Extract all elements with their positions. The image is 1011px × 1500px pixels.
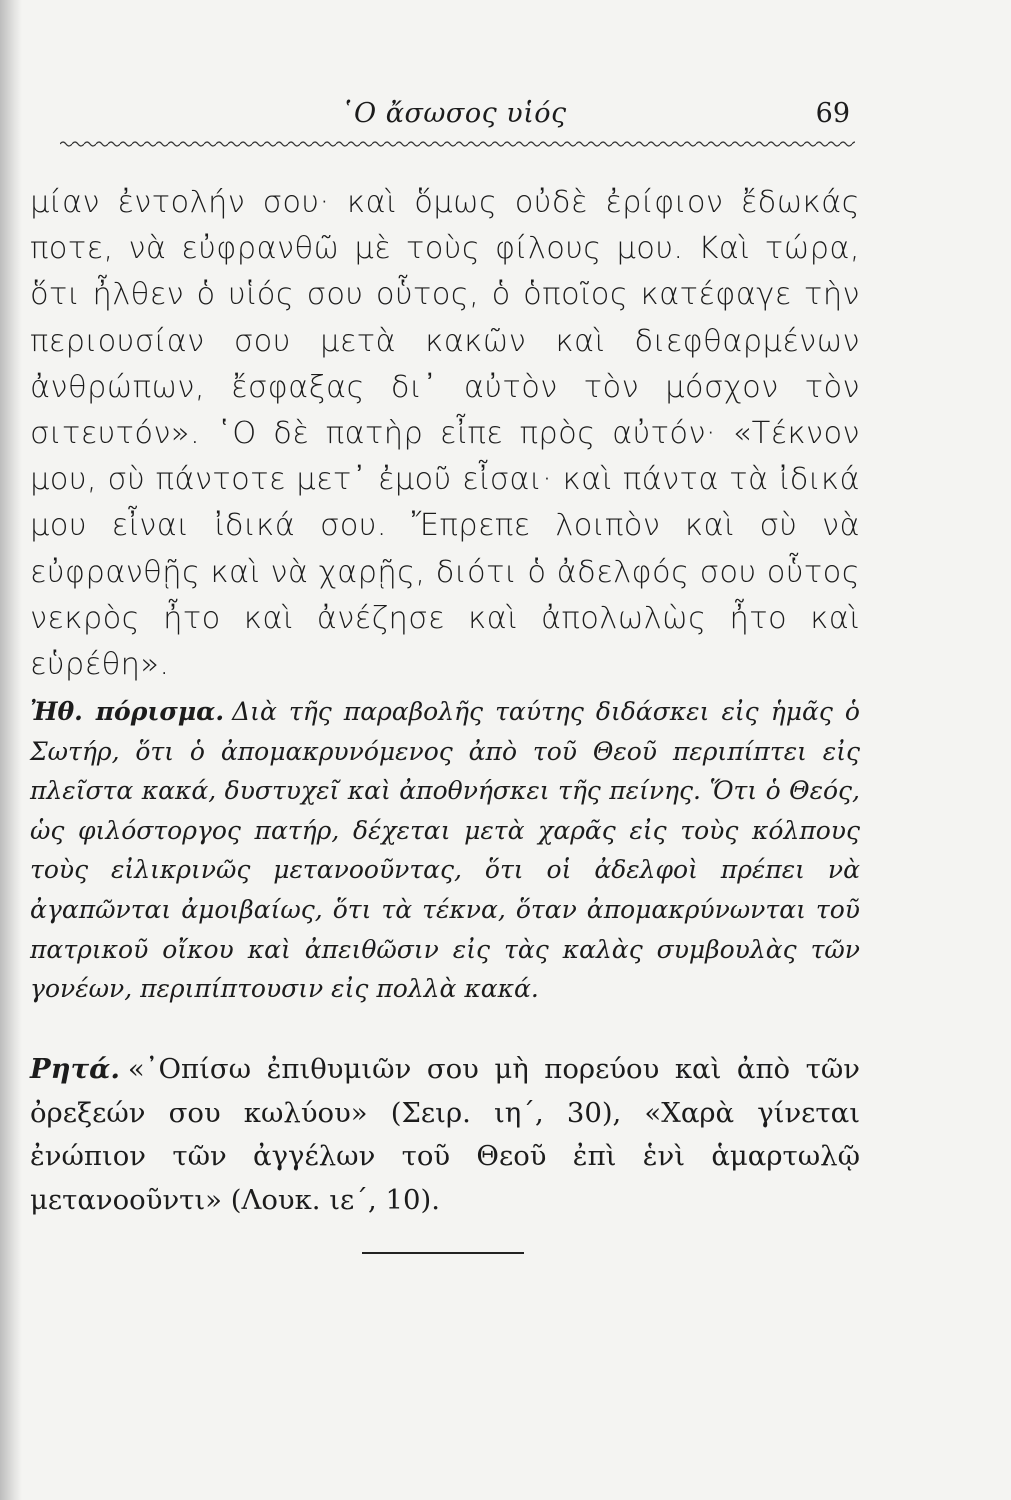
paragraph-moral-lesson (30, 692, 860, 1009)
moral-lesson-text: Διὰ τῆς παραβολῆς ταύτης διδάσκει εἰς ἡμᾶς ὁ Σωτήρ, ὅτι ὁ ἀπομακρυνόμενος ἀπὸ τοῦ Θεοῦ περιπίπτει εἰς πλεῖστα κακά, δυστυχεῖ καὶ ἀποθνήσκει τῆς πείνης. Ὅτι ὁ Θεός, ὡς φιλόστοργος πατήρ, δέχεται μετὰ χαρᾶς εἰς τοὺς κόλπους τοὺς εἰλικρινῶς μετανοοῦντας, ὅτι οἱ ἀδελφοὶ πρέπει νὰ ἀγαπῶνται ἀμοιβαίως, ὅτι τὰ τέκνα, ὅταν ἀπομακρύνωνται τοῦ πατρικοῦ οἴκου καὶ ἀπειθῶσιν εἰς τὰς καλὰς συμβουλὰς τῶν γονέων, περιπίπτουσιν εἰς πολλὰ κακά. (30, 697, 860, 1004)
sayings-text: «᾽Οπίσω ἐπιθυμιῶν σου μὴ πορεύου καὶ ἀπὸ τῶν ὀρεξεών σου κωλύου» (Σειρ. ιη΄, 30), «Χαρὰ γίνεται ἐνώπιον τῶν ἀγγέλων τοῦ Θεοῦ ἐπὶ ἑνὶ ἁμαρτωλῷ μετανοοῦντι» (Λουκ. ιε΄, 10). (30, 1053, 860, 1216)
running-title: ῾Ο ἄσωσος υἱός (340, 98, 567, 129)
header-wavy-rule (60, 138, 855, 150)
page-binding-shadow (0, 0, 22, 1500)
paragraph-sayings (30, 1048, 860, 1222)
end-of-section-rule (362, 1252, 524, 1254)
moral-lesson-heading: Ἠθ. πόρισμα. (30, 697, 225, 726)
sayings-heading: Ρητά. (30, 1053, 120, 1085)
page-header (60, 98, 850, 138)
paragraph-scripture: μίαν ἐντολήν σου· καὶ ὅμως οὐδὲ ἐρίφιον ἔδωκάς ποτε, νὰ εὐφρανθῶ μὲ τοὺς φίλους μου. Καὶ τώρα, ὅτι ἦλθεν ὁ υἱός σου οὗτος, ὁ ὁποῖος κατέφαγε τὴν περιουσίαν σου μετὰ κακῶν καὶ διεφθαρμένων ἀνθρώπων, ἔσφαξας δι᾽ αὐτὸν τὸν μόσχον τὸν σιτευτόν». ῾Ο δὲ πατὴρ εἶπε πρὸς αὐτόν· «Τέκνον μου, σὺ πάντοτε μετ᾽ ἐμοῦ εἶσαι· καὶ πάντα τὰ ἰδικά μου εἶναι ἰδικά σου. Ἔπρεπε λοιπὸν καὶ σὺ νὰ εὐφρανθῇς καὶ νὰ χαρῇς, διότι ὁ ἀδελφός σου οὗτος νεκρὸς ἦτο καὶ ἀνέζησε καὶ ἀπολωλὼς ἦτο καὶ εὑρέθη». (30, 185, 860, 683)
page-number: 69 (815, 98, 850, 129)
